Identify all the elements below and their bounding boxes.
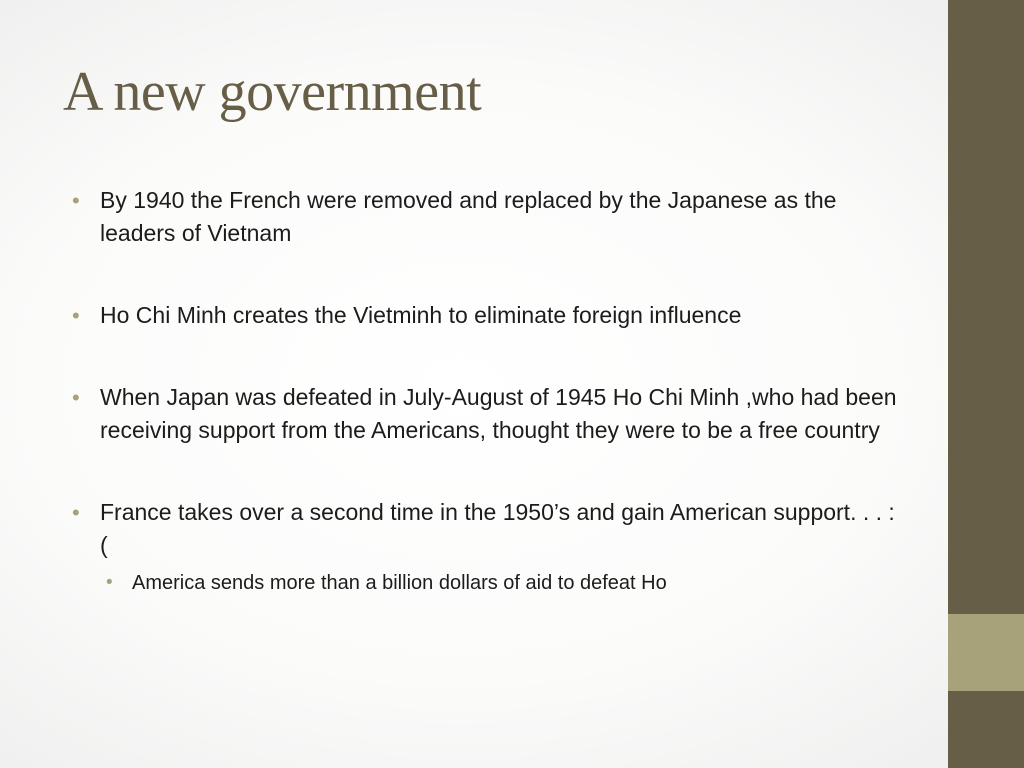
- bullet-list: [72, 184, 902, 598]
- bullet-item: • By 1940 the French were removed and replaced by the Japanese as the leaders of Vietnam: [72, 184, 902, 250]
- sidebar-accent-block: [948, 614, 1024, 691]
- sub-bullet-list: [100, 568, 902, 598]
- bullet-item: • Ho Chi Minh creates the Vietminh to eliminate foreign influence: [72, 299, 902, 332]
- bullet-text: France takes over a second time in the 1950’s and gain American support. . . : (: [100, 499, 895, 558]
- bullet-item: [72, 496, 902, 598]
- slide-title: A new government: [63, 61, 482, 123]
- sub-bullet-item: • America sends more than a billion dollars of aid to defeat Ho: [106, 568, 902, 598]
- bullet-item: • When Japan was defeated in July-August of 1945 Ho Chi Minh ,who had been receiving support from the Americans, thought they were to be a free country: [72, 381, 902, 447]
- decorative-sidebar: [948, 0, 1024, 768]
